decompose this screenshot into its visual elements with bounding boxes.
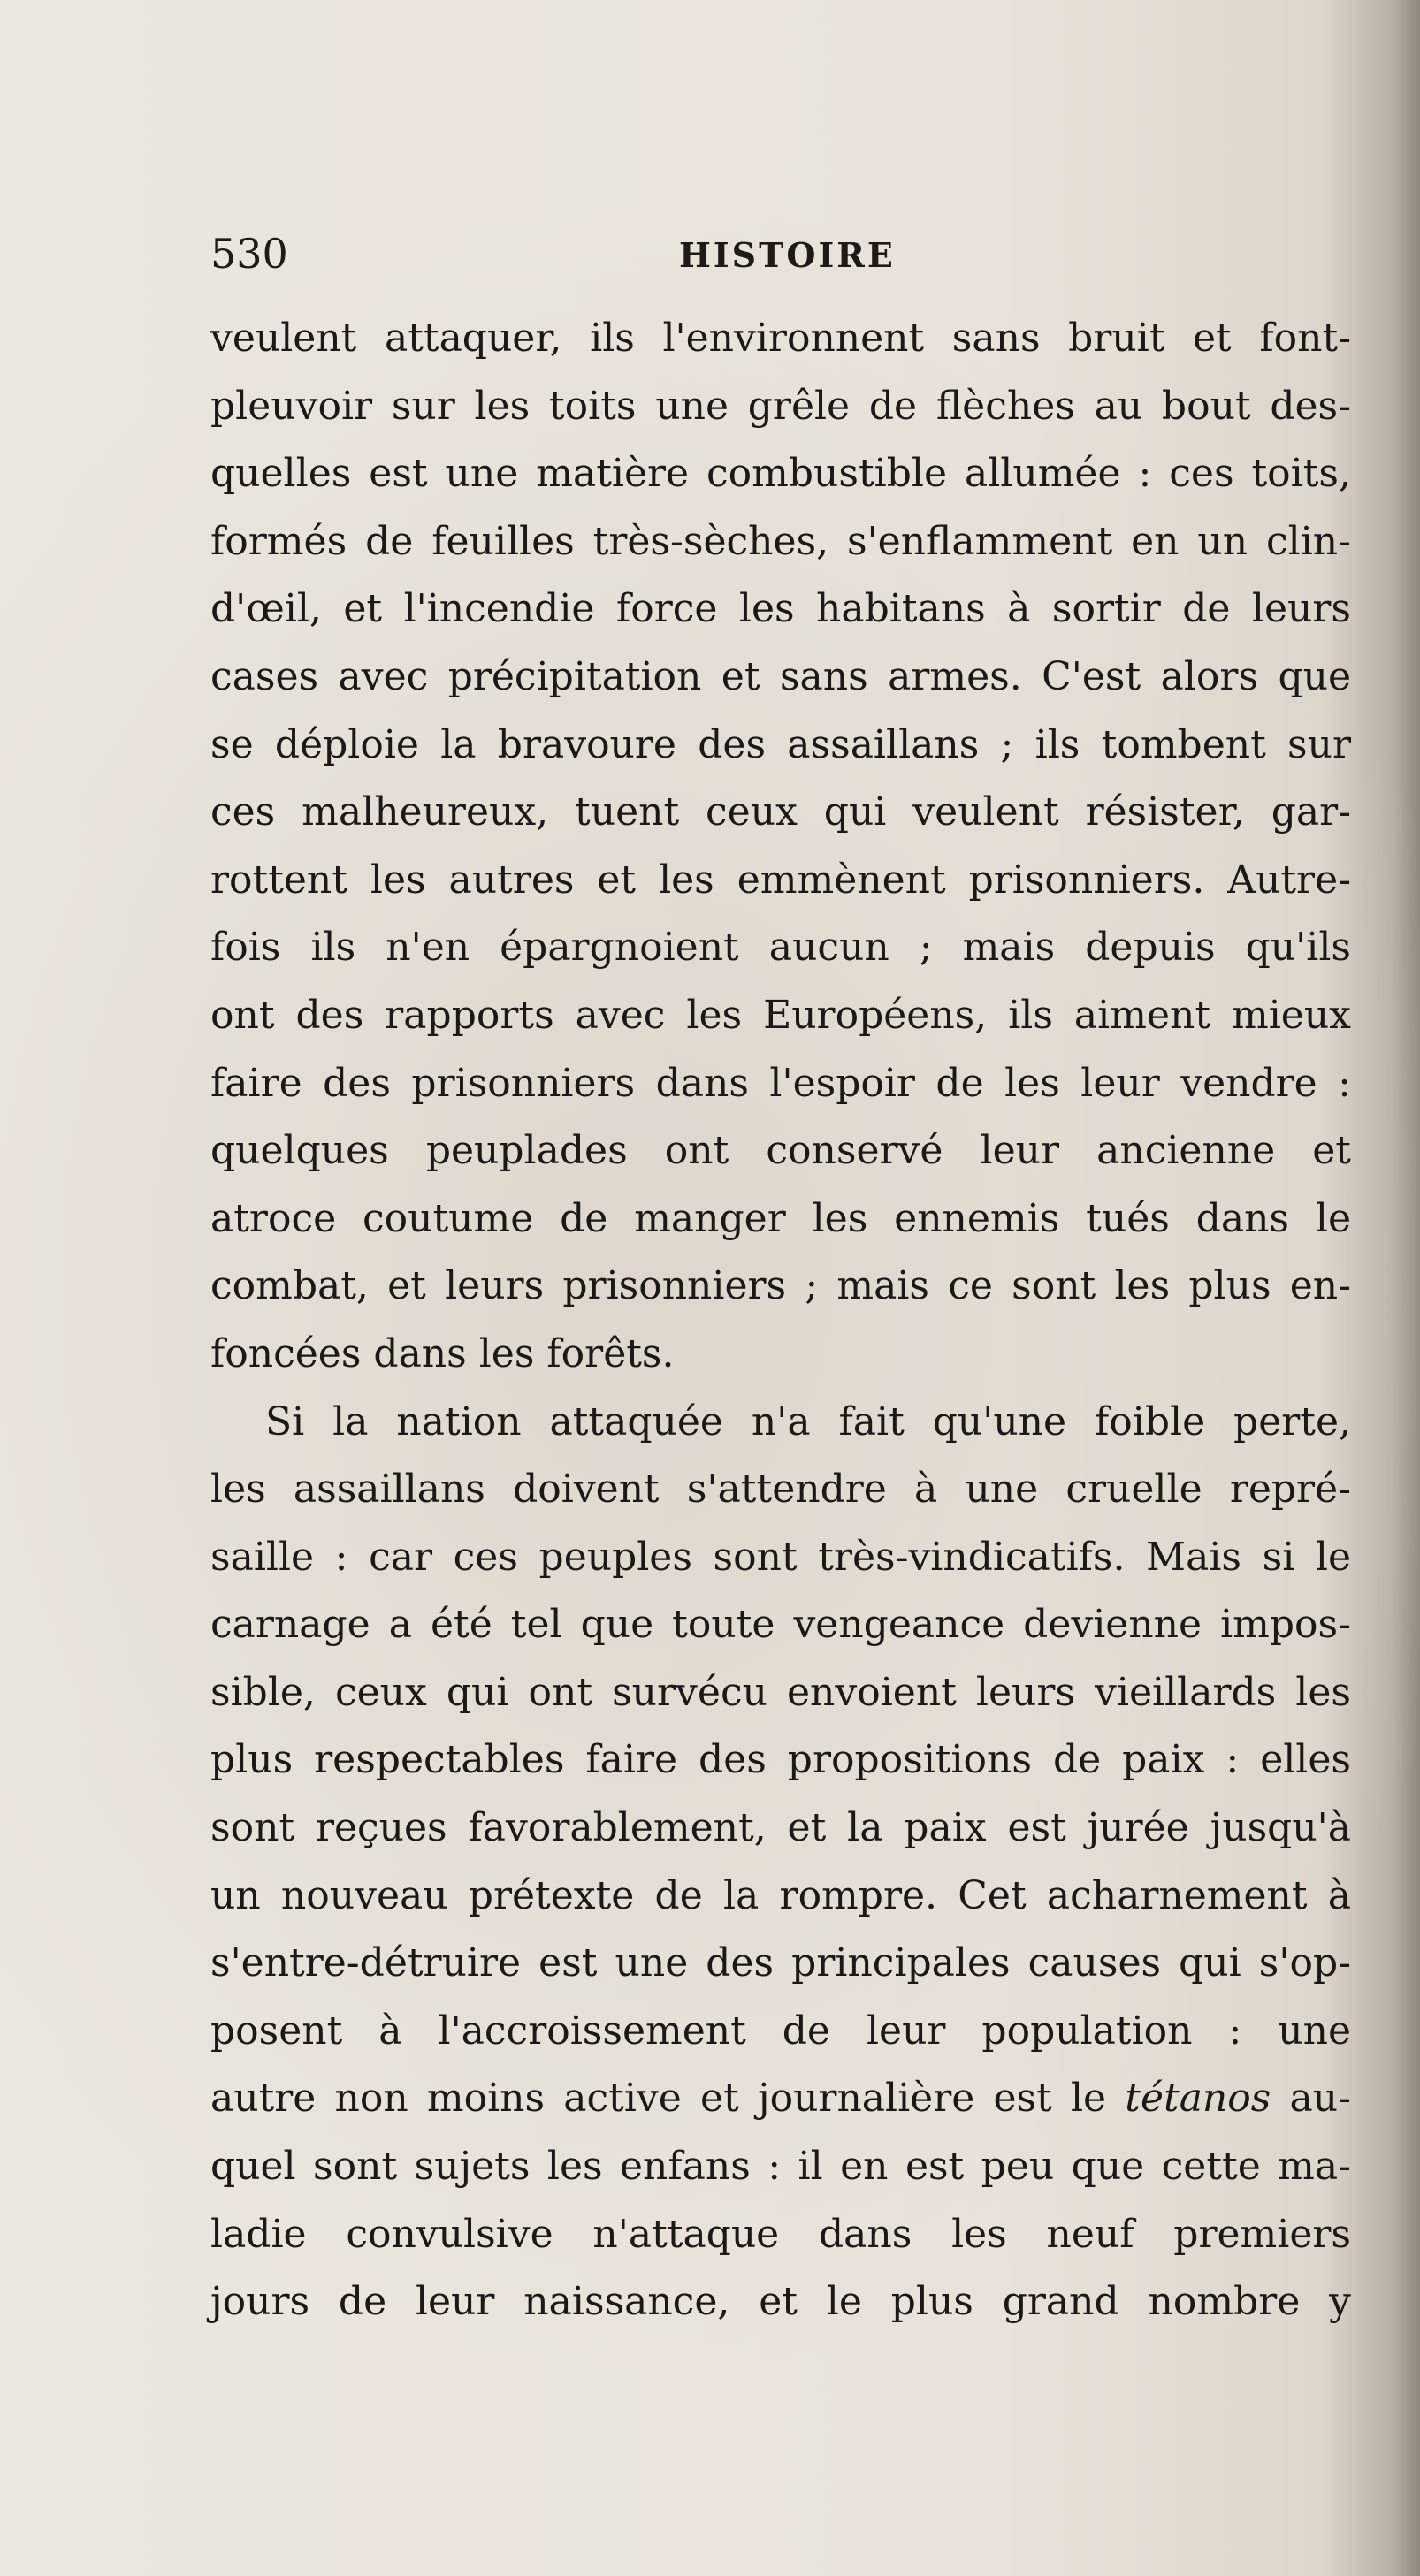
text-line: Si la nation attaquée n'a fait qu'une foible perte, xyxy=(265,1399,1351,1444)
text-line: quel sont sujets les enfans : il en est peu que cette ma- xyxy=(210,2144,1351,2190)
text-line: ladie convulsive n'attaque dans les neuf premiers xyxy=(210,2211,1351,2257)
italic-term-tetanos: tétanos xyxy=(1125,2076,1271,2122)
text-line: atroce coutume de manger les ennemis tués dans le xyxy=(210,1195,1351,1241)
running-head xyxy=(210,232,1342,276)
line-text-before: autre non moins active et journalière est le xyxy=(210,2076,1126,2122)
line-text-after: au- xyxy=(1271,2076,1351,2122)
text-line: faire des prisonniers dans l'espoir de les leur vendre : xyxy=(210,1060,1351,1106)
text-line: se déploie la bravoure des assaillans ; ils tombent sur xyxy=(210,721,1351,767)
paragraph-2 xyxy=(210,1389,1351,2336)
text-line: ont des rapports avec les Européens, ils aiment mieux xyxy=(210,992,1351,1038)
text-line: saille : car ces peuples sont très-vindicatifs. Mais si le xyxy=(210,1534,1351,1580)
text-line: posent à l'accroissement de leur population : une xyxy=(210,2008,1351,2054)
text-line: plus respectables faire des propositions de paix : elles xyxy=(210,1737,1351,1783)
text-line: fois ils n'en épargnoient aucun ; mais depuis qu'ils xyxy=(210,925,1351,971)
text-line: un nouveau prétexte de la rompre. Cet acharnement à xyxy=(210,1872,1351,1918)
text-line: rottent les autres et les emmènent prisonniers. Autre- xyxy=(210,857,1351,903)
text-line: jours de leur naissance, et le plus grand nombre y xyxy=(210,2279,1351,2325)
text-line: les assaillans doivent s'attendre à une cruelle repré- xyxy=(210,1467,1351,1513)
text-line: carnage a été tel que toute vengeance devienne impos- xyxy=(210,1602,1351,1648)
page-number: 530 xyxy=(210,230,288,278)
body-text xyxy=(210,305,1351,2336)
paragraph-1 xyxy=(210,305,1351,1389)
text-line: pleuvoir sur les toits une grêle de flèches au bout des- xyxy=(210,383,1351,429)
text-line: veulent attaquer, ils l'environnent sans bruit et font- xyxy=(210,316,1351,361)
text-line: quelles est une matière combustible allumée : ces toits, xyxy=(210,451,1351,497)
text-line: foncées dans les forêts. xyxy=(210,1330,675,1376)
text-line: sible, ceux qui ont survécu envoient leurs vieillards les xyxy=(210,1669,1351,1715)
running-head-title: HISTOIRE xyxy=(679,235,896,275)
text-line: ces malheureux, tuent ceux qui veulent résister, gar- xyxy=(210,789,1351,835)
text-line: quelques peuplades ont conservé leur ancienne et xyxy=(210,1128,1351,1174)
text-line: s'entre-détruire est une des principales causes qui s'op- xyxy=(210,1940,1351,1986)
text-line: formés de feuilles très-sèches, s'enflamment en un clin- xyxy=(210,518,1351,564)
text-line-with-italic xyxy=(210,2065,1351,2133)
text-line: cases avec précipitation et sans armes. C'est alors que xyxy=(210,653,1351,699)
text-line: combat, et leurs prisonniers ; mais ce sont les plus en- xyxy=(210,1263,1351,1309)
text-line: d'œil, et l'incendie force les habitans à sortir de leurs xyxy=(210,586,1351,632)
text-line: sont reçues favorablement, et la paix est jurée jusqu'à xyxy=(210,1805,1351,1851)
